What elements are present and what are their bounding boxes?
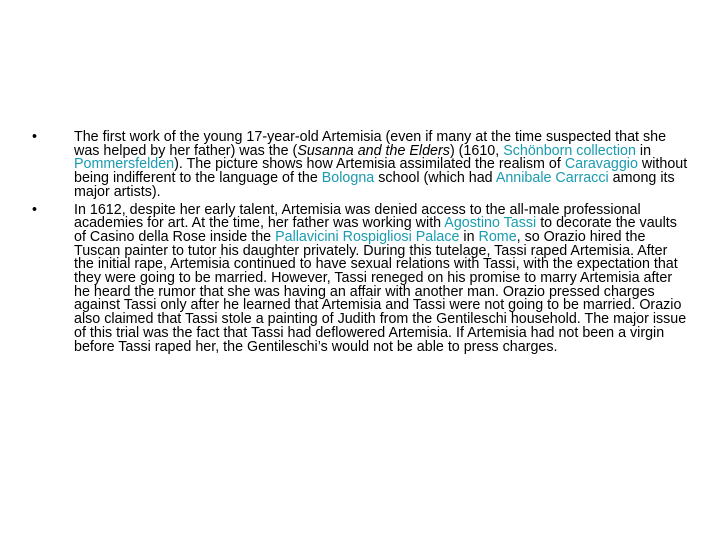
bullet-marker: • [32,201,38,218]
link-caravaggio[interactable]: Caravaggio [564,156,638,173]
link-pommersfelden[interactable]: Pommersfelden [74,156,175,173]
bullet-text: In 1612, despite her early talent, Artemisia was denied access to the all-male professional academies for art. At the time, her father was working with Agostino Tassi to decorate the vaults of Casino della Rose inside the Pallavicini Rospigliosi Palace in Rome, so Orazio hired the Tuscan painter to tutor his daughter privately. During this tutelage, Tassi raped Artemisia. After the initial rape, Artemisia continued to have sexual relations with Tassi, with the expectation that they were going to be married. However, Tassi reneged on his promise to marry Artemisia after he heard the rumor that she was having an affair with another man. Orazio pressed charges against Tassi only after he learned that Artemisia and Tassi were not going to be married. Orazio also claimed that Tassi stole a painting of Judith from the Gentileschi household. The major issue of this trial was the fact that Tassi had deflowered Artemisia. If Artemisia had not been a virgin before Tassi raped her, the Gentileschi’s would not be able to press charges. [74,201,687,355]
link-annibale-carracci[interactable]: Annibale Carracci [495,170,609,187]
bullet-marker: • [32,129,38,145]
bullet-text: The first work of the young 17-year-old Artemisia (even if many at the time suspected that she was helped by her father) was the (Susanna and the Elders) (1610, Schönborn collection in Pommersfelden). The picture shows how Artemisia assimilated the realism of Caravaggio without being indifferent to the language of the Bologna school (which had Annibale Carracci among its major artists). [74,129,688,200]
link-rome[interactable]: Rome [478,228,517,245]
bullet-list [32,131,688,358]
painting-title: Susanna and the Elders [297,142,450,159]
bullet-item-susanna [32,131,688,200]
link-agostino-tassi[interactable]: Agostino Tassi [444,215,537,232]
bullet-item-tassi [32,201,688,355]
link-schonborn-collection[interactable]: Schönborn collection [503,142,636,159]
link-bologna[interactable]: Bologna [321,170,375,187]
link-pallavicini-palace[interactable]: Pallavicini Rospigliosi Palace [275,228,460,245]
